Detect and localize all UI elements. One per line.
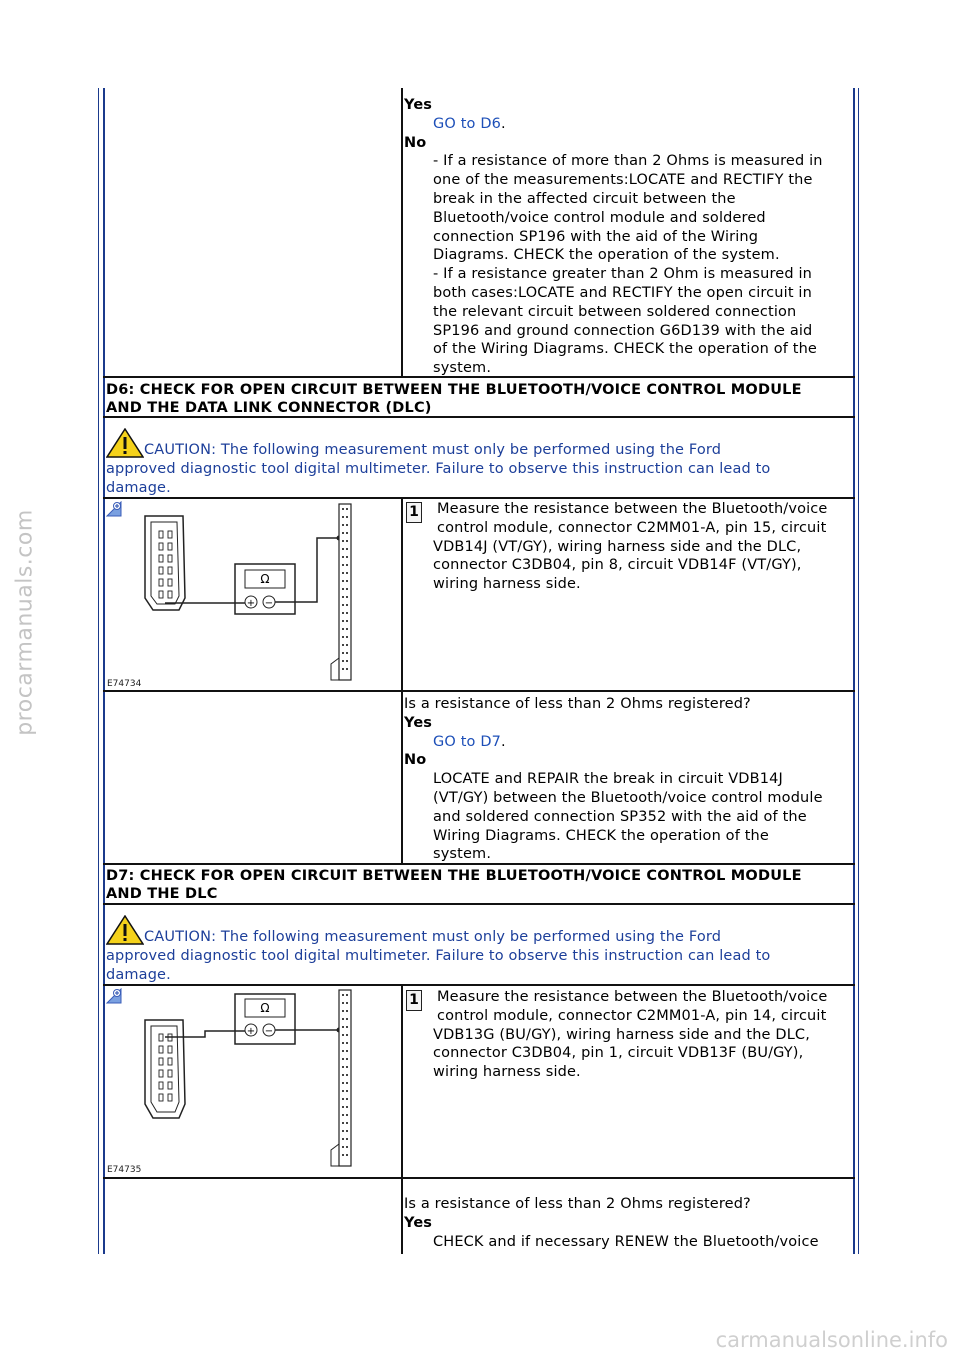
d6-question: Is a resistance of less than 2 Ohms registered?	[404, 696, 751, 712]
d6-no-label: No	[404, 752, 427, 769]
d6-top-rule	[103, 376, 855, 378]
svg-text:Ω: Ω	[260, 1001, 270, 1015]
go-to-d7-link[interactable]: GO to D7	[433, 733, 502, 750]
svg-text:−: −	[264, 598, 274, 609]
d7-yes-label: Yes	[404, 1214, 433, 1231]
d6-result-block: Is a resistance of less than 2 Ohms registered? Yes GO to D7. No LOCATE and REPAIR the break in circuit VDB14J (VT/GY) between the Bluetooth/voice control module and soldered connection SP352 with the aid of the Wiring Diagrams. CHECK the operation of the system.	[404, 695, 852, 864]
multimeter-icon	[235, 564, 295, 614]
d7-column-divider	[401, 984, 403, 1254]
svg-text:+: +	[246, 598, 256, 609]
d7-step-text: Measure the resistance between the Bluetooth/voice control module, connector C2MM01-A, pin 14, circuit VDB13G (BU/GY), wiring harness side and the DLC, connector C3DB04, pin 1, circuit VDB13F (BU/GY), wiring harness side.	[433, 989, 828, 1081]
d7-question: Is a resistance of less than 2 Ohms registered?	[404, 1196, 751, 1212]
svg-text:−: −	[264, 1026, 274, 1037]
d7-caution: CAUTION: The following measurement must only be performed using the Ford approved diagnostic tool digital multimeter. Failure to observe this instruction can lead to damage.	[106, 909, 851, 984]
top-result-block: Yes GO to D6. No - If a resistance of more than 2 Ohms is measured in one of the measurements:LOCATE and RECTIFY the break in the affected circuit between the Bluetooth/voice control module and soldered connection SP196 with the aid of the Wiring Diagrams. CHECK the operation of the system. - If a resistance greater than 2 Ohm is measured in both cases:LOCATE and RECTIFY the open circuit in the relevant circuit between soldered connection SP196 and ground connection G6D139 with the aid of the Wiring Diagrams. CHECK the operation of the system.	[404, 96, 852, 378]
d7-figure-label: E74735	[107, 1165, 142, 1175]
side-watermark: procarmanuals.com	[12, 509, 38, 736]
d7-result-block	[404, 1195, 852, 1251]
frame-left-outer	[98, 88, 99, 1254]
d6-title: D6: CHECK FOR OPEN CIRCUIT BETWEEN THE BLUETOOTH/VOICE CONTROL MODULE AND THE DATA LINK CONNECTOR (DLC)	[106, 382, 802, 416]
d7-top-rule	[103, 863, 855, 865]
d6-caution: CAUTION: The following measurement must only be performed using the Ford approved diagnostic tool digital multimeter. Failure to observe this instruction can lead to damage.	[106, 422, 851, 497]
svg-text:+: +	[246, 1026, 256, 1037]
d7-title: D7: CHECK FOR OPEN CIRCUIT BETWEEN THE BLUETOOTH/VOICE CONTROL MODULE AND THE DLC	[106, 868, 802, 902]
d6-wiring-diagram	[105, 498, 401, 690]
frame-right-inner	[853, 88, 855, 1254]
yes-label: Yes	[404, 97, 433, 113]
d7-step-rule	[103, 1177, 855, 1179]
frame-right-outer	[858, 88, 859, 1254]
d7-yes-text: CHECK and if necessary RENEW the Bluetooth/voice	[433, 1233, 819, 1250]
d6-step-number: 1	[406, 502, 422, 523]
d7-title-rule	[103, 903, 855, 905]
d6-step-text: Measure the resistance between the Bluetooth/voice control module, connector C2MM01-A, pin 15, circuit VDB14J (VT/GY), wiring harness side and the DLC, connector C3DB04, pin 8, circuit VDB14F (VT/GY), wiring harness side.	[433, 501, 828, 593]
d7-wiring-diagram	[105, 986, 401, 1178]
multimeter-icon	[235, 994, 295, 1044]
d6-column-divider	[401, 497, 403, 865]
no-label: No	[404, 134, 427, 151]
d6-figure-label: E74734	[107, 679, 142, 689]
no-instructions: - If a resistance of more than 2 Ohms is measured in one of the measurements:LOCATE and RECTIFY the break in the affected circuit between the Bluetooth/voice control module and soldered connection SP196 with the aid of the Wiring Diagrams. CHECK the operation of the system. - If a resistance greater than 2 Ohm is measured in both cases:LOCATE and RECTIFY the open circuit in the relevant circuit between soldered connection SP196 and ground connection G6D139 with the aid of the Wiring Diagrams. CHECK the operation of the system.	[433, 153, 823, 377]
warning-triangle-icon	[106, 915, 144, 945]
svg-text:Ω: Ω	[260, 572, 270, 586]
d6-title-rule	[103, 416, 855, 418]
go-to-d6-link[interactable]: GO to D6	[433, 115, 502, 132]
d6-step-rule	[103, 690, 855, 692]
warning-triangle-icon	[106, 428, 144, 458]
footer-watermark: carmanualsonline.info	[715, 1328, 948, 1352]
d6-yes-label: Yes	[404, 714, 433, 731]
d7-step-number: 1	[406, 990, 422, 1011]
column-divider	[401, 88, 403, 376]
